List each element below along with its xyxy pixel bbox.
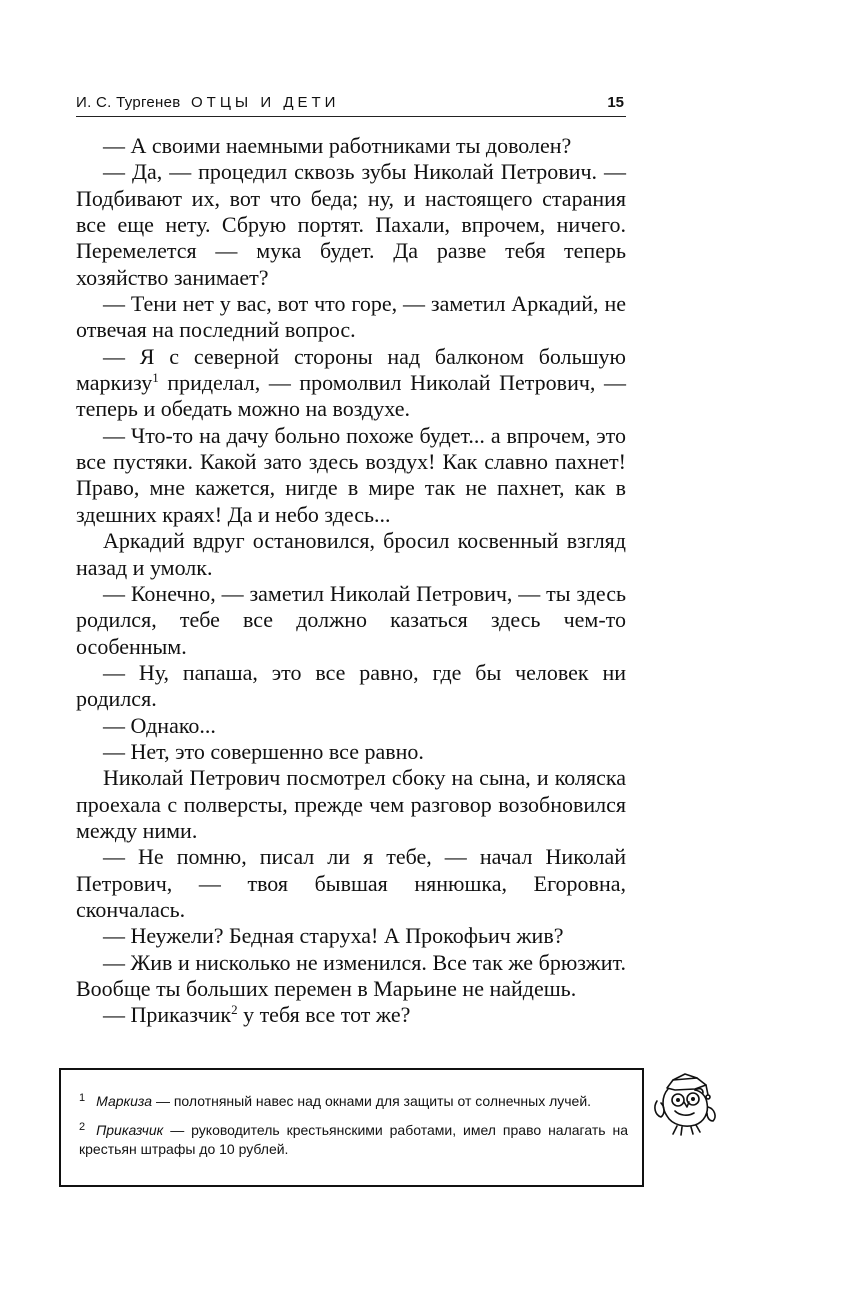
paragraph: — Неужели? Бедная старуха! А Прокофьич жив?	[103, 923, 564, 949]
header-title: ОТЦЫ И ДЕТИ	[191, 94, 340, 111]
footnote-ref: 2	[231, 1002, 238, 1018]
paragraph: — Что-то на дачу больно похоже будет... а впрочем, это все пустяки. Какой зато здесь воздух! Как славно пахнет! Право, мне кажется, нигде в мире так не пахнет, как в здешних краях! Да и небо здесь...	[76, 422, 626, 527]
footnote-number: 2	[79, 1121, 86, 1133]
paragraph	[76, 344, 626, 423]
paragraph: — Да, — процедил сквозь зубы Николай Петрович. — Подбивают их, вот что беда; ну, и настоящего старания все еще нету. Сбрую портят. Пахали, впрочем, ничего. Перемелется — мука будет. Да разве тебя теперь хозяйство занимает?	[76, 159, 626, 290]
paragraph: — Жив и нисколько не изменился. Все так же брюзжит. Вообще ты больших перемен в Марьине не найдешь.	[76, 949, 626, 1001]
footnote-text: — руководитель крестьянскими работами, имел право налагать на крестьян штрафы до 10 рублей.	[79, 1122, 628, 1157]
body-text	[76, 133, 626, 1029]
footnote	[79, 1089, 628, 1111]
footnote-term: Приказчик	[96, 1122, 164, 1138]
paragraph: — Конечно, — заметил Николай Петрович, — ты здесь родился, тебе все должно казаться здесь чем-то особенным.	[76, 580, 626, 659]
footnote-term: Маркиза	[96, 1093, 153, 1109]
header-author: И. С. Тургенев	[76, 94, 181, 111]
paragraph: Николай Петрович посмотрел сбоку на сына, и коляска проехала с полверсты, прежде чем разговор возобновился между ними.	[76, 765, 626, 843]
footnote-number: 1	[79, 1092, 86, 1104]
footnote	[79, 1118, 628, 1159]
footnote-text: — полотняный навес над окнами для защиты от солнечных лучей.	[152, 1093, 592, 1109]
running-header	[76, 92, 626, 117]
paragraph-text: — Приказчик	[103, 1002, 232, 1028]
paragraph	[76, 1002, 626, 1028]
page-number: 15	[607, 94, 624, 111]
paragraph: — Не помню, писал ли я тебе, — начал Николай Петрович, — твоя бывшая нянюшка, Егоровна, скончалась.	[76, 844, 626, 922]
paragraph: — Тени нет у вас, вот что горе, — заметил Аркадий, не отвечая на последний вопрос.	[76, 291, 626, 343]
footnote-ref: 1	[152, 370, 159, 386]
paragraph-text: приделал, — промолвил Николай Петрович, — теперь и обедать можно на воздухе.	[76, 370, 626, 422]
paragraph: — А своими наемными работниками ты доволен?	[103, 133, 572, 158]
paragraph: — Однако...	[103, 712, 216, 738]
owl-icon	[651, 1071, 723, 1139]
paragraph: Аркадий вдруг остановился, бросил косвенный взгляд назад и умолк.	[76, 528, 626, 580]
paragraph-text: — Я с северной стороны над балконом большую маркизу	[76, 343, 626, 396]
paragraph-text: у тебя все тот же?	[237, 1002, 411, 1028]
paragraph: — Нет, это совершенно все равно.	[103, 738, 424, 764]
paragraph: — Ну, папаша, это все равно, где бы человек ни родился.	[76, 659, 626, 712]
footnotes-box	[59, 1068, 644, 1187]
